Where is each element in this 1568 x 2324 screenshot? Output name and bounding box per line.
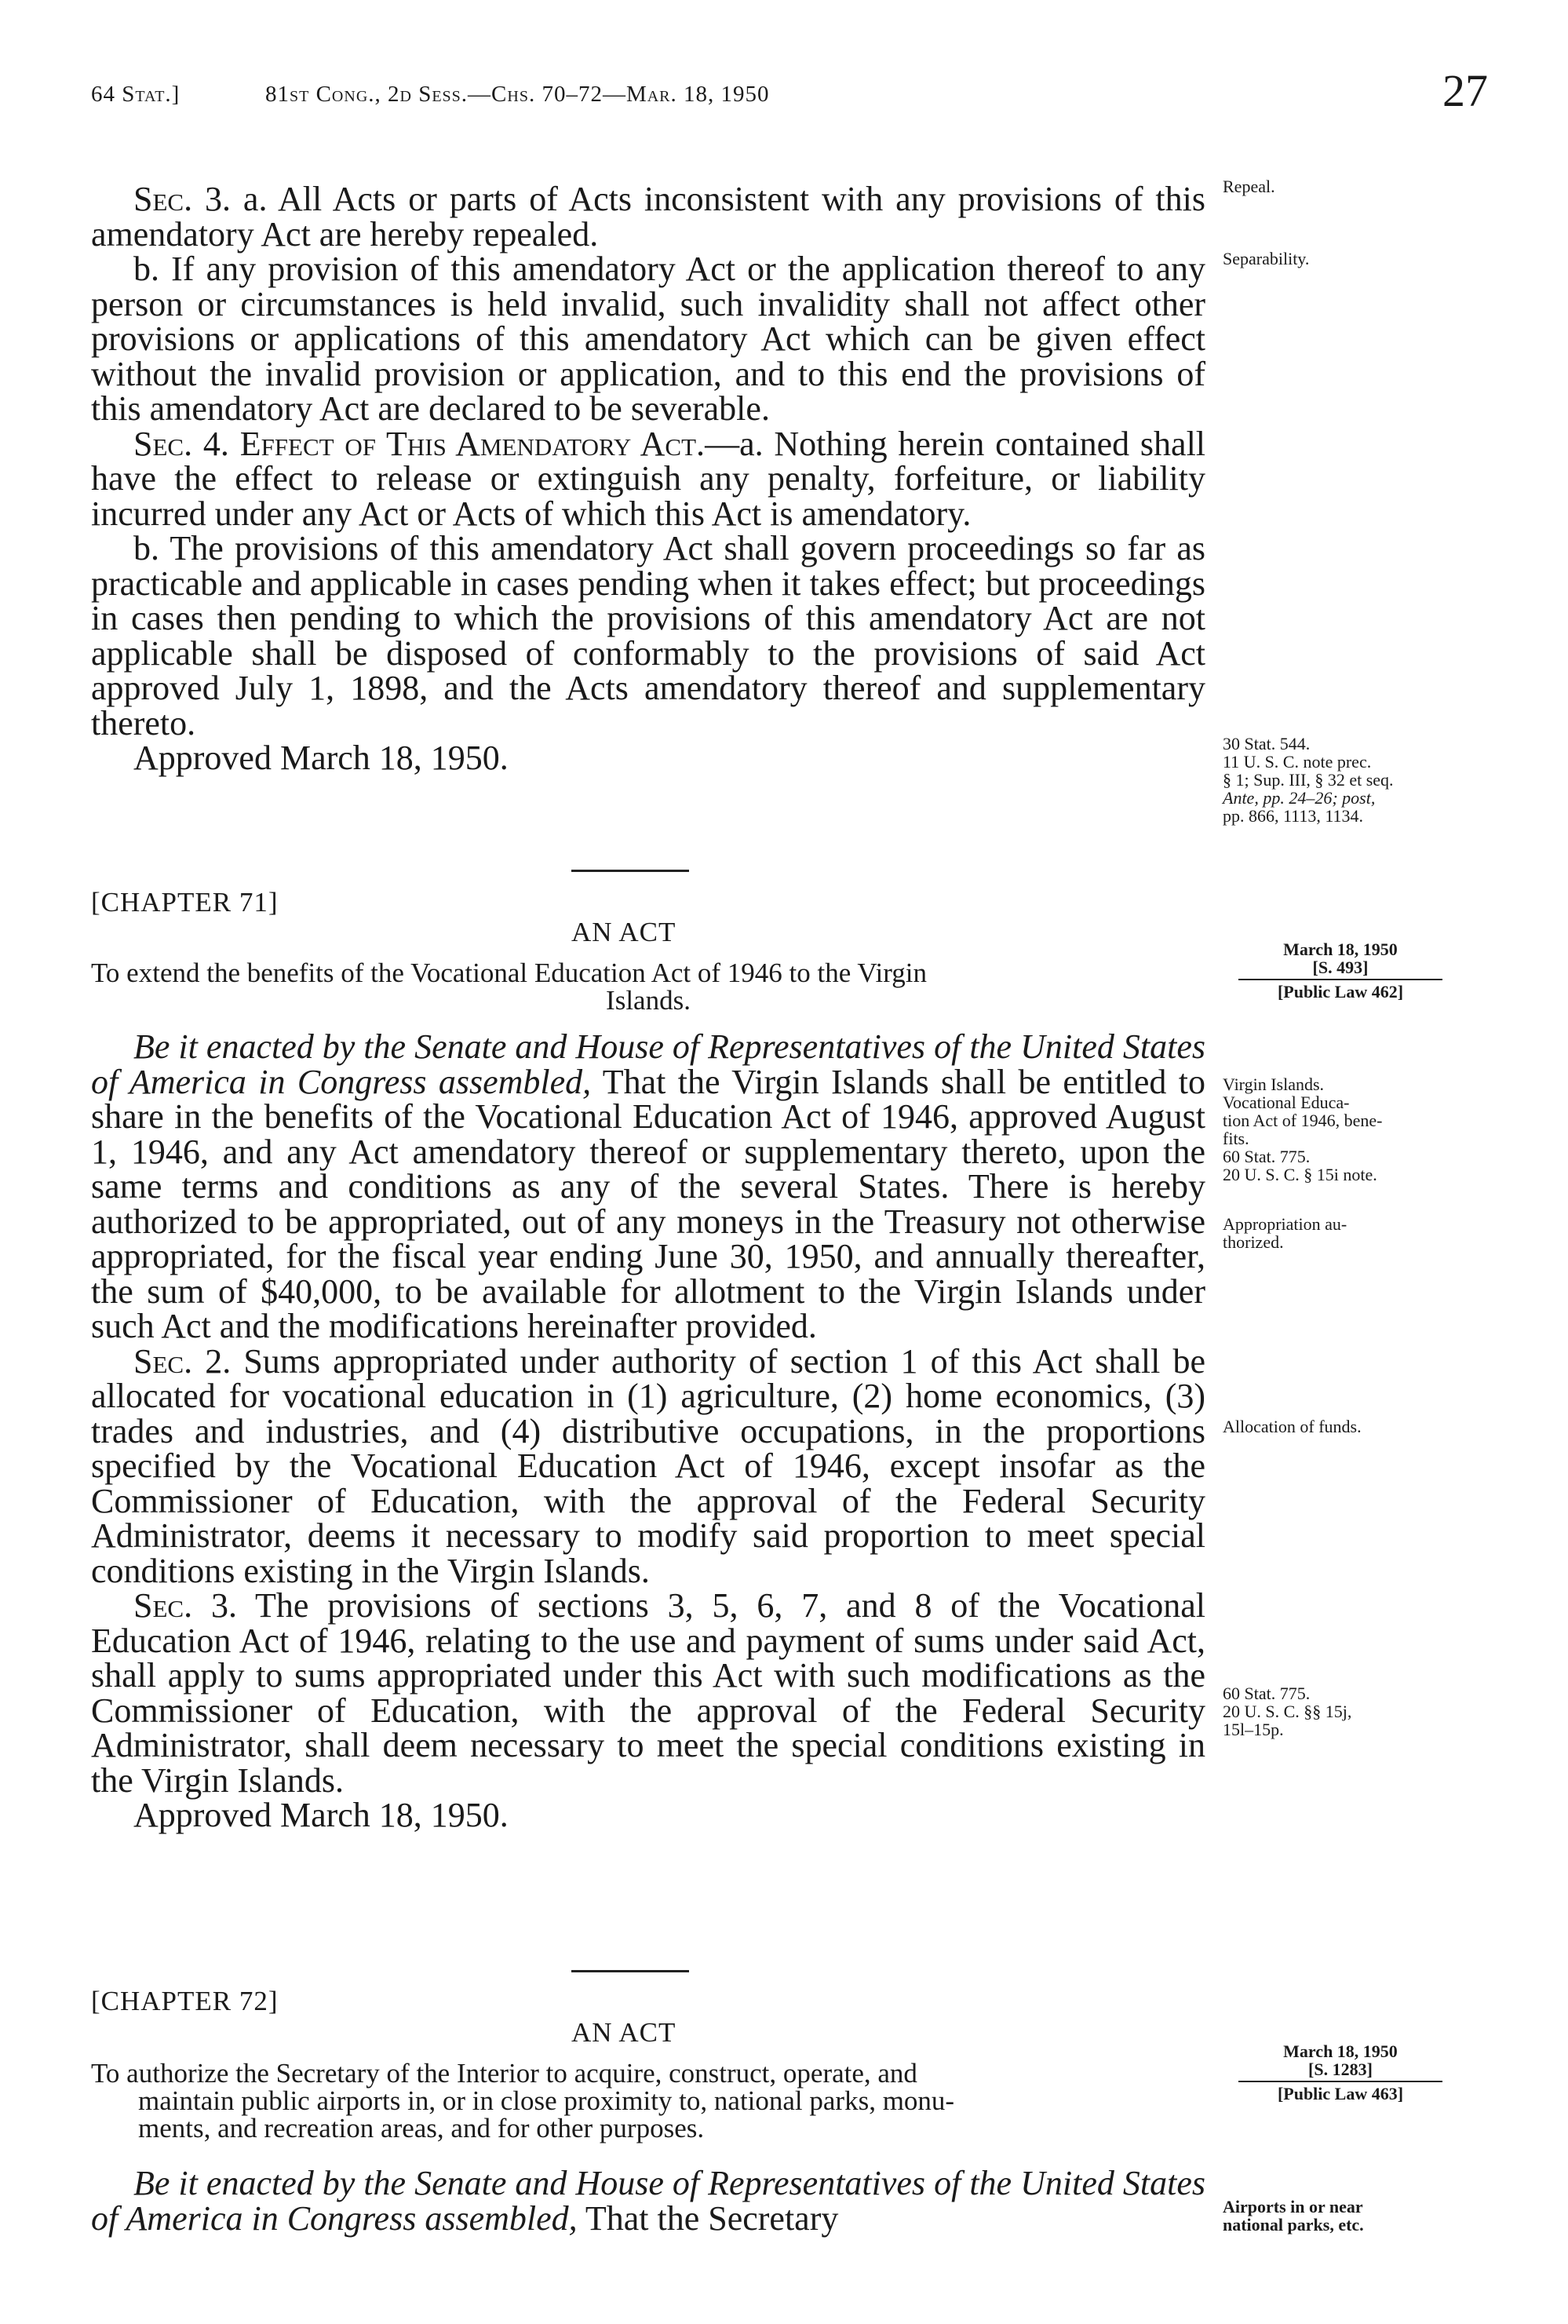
sec3-b-paragraph: b. If any provision of this amendatory Act or the application thereof to any person or circumstances is held invalid, such invalidity shall not affect other provisions or applications of this amendatory Act which can be given effect without the invalid provision or application, and to this end the provisions of this amendatory Act are declared to be severable.	[91, 250, 1205, 428]
margin-citations-ch71: 60 Stat. 775. 20 U. S. C. §§ 15j, 15l–15p.	[1223, 1684, 1352, 1739]
margin-citations-ch70: 30 Stat. 544. 11 U. S. C. note prec. § 1; Sup. III, § 32 et seq. Ante, pp. 24–26; post, pp. 866, 1113, 1134.	[1223, 734, 1394, 826]
ch72-enacting-paragraph: Be it enacted by the Senate and House of Representatives of the United States of America in Congress assembled, That the Secretary	[91, 2164, 1205, 2238]
statute-reference: 64 Stat.]	[91, 82, 181, 107]
margin-airports: Airports in or near national parks, etc.	[1223, 2197, 1364, 2235]
chapter-71-body	[91, 1027, 1206, 1834]
ch71-sec2-paragraph: Sec. 2. Sums appropriated under authority of section 1 of this Act shall be allocated for vocational education in (1) agriculture, (2) home economics, (3) trades and industries, and (4) distributive occupations, in the proportions specified by the Vocational Education Act of 1946, except insofar as the Commissioner of Education, with the approval of the Federal Security Administrator, deems it necessary to modify said proportion to meet special conditions existing in the Virgin Islands.	[91, 1341, 1206, 1590]
chapter-72-title: To authorize the Secretary of the Interior to acquire, construct, operate, and maintain public airports in, or in close proximity to, national parks, monu- ments, and recreation areas, and for other purposes.	[91, 2058, 955, 2143]
an-act-heading-71: AN ACT	[571, 917, 676, 947]
divider-rule	[571, 870, 689, 872]
approved-date-ch71: Approved March 18, 1950.	[133, 1796, 509, 1834]
chapter-71-heading: [CHAPTER 71]	[91, 887, 279, 918]
sec3-a-paragraph: Sec. 3. a. All Acts or parts of Acts inconsistent with any provisions of this amendatory Act are hereby repealed.	[91, 180, 1206, 254]
sec4-b-paragraph: b. The provisions of this amendatory Act shall govern proceedings so far as practicable and applicable in cases pending when it takes effect; but proceedings in cases then pending to which the provisions of this amendatory Act are not applicable shall be disposed of conformably to the provisions of said Act approved July 1, 1898, and the Acts amendatory thereof and supplementary thereto.	[91, 529, 1205, 742]
congress-session-line: 81st Cong., 2d Sess.—Chs. 70–72—Mar. 18, 1950	[265, 82, 770, 107]
chapter-72-heading: [CHAPTER 72]	[91, 1986, 279, 2016]
ch71-sec3-paragraph: Sec. 3. The provisions of sections 3, 5, 6, 7, and 8 of the Vocational Education Act of 1946, relating to the use and payment of sums under said Act, shall apply to sums appropriated under this Act with such modifications as the Commissioner of Education, with the approval of the Federal Security Administrator, shall deem necessary to meet the special conditions existing in the Virgin Islands.	[91, 1586, 1205, 1800]
margin-note-repeal: Repeal.	[1223, 177, 1275, 196]
margin-virgin-islands: Virgin Islands. Vocational Educa- tion Act of 1946, bene- fits. 60 Stat. 775. 20 U. S. C. § 15i note.	[1223, 1074, 1383, 1184]
sec4-a-paragraph: Sec. 4. Effect of This Amendatory Act.—a. Nothing herein contained shall have the effect to release or extinguish any penalty, forfeiture, or liability incurred under any Act or Acts of which this Act is amendatory.	[91, 424, 1206, 533]
divider-rule	[571, 1970, 689, 1972]
an-act-heading-72: AN ACT	[571, 2017, 676, 2048]
chapter-70-body	[91, 182, 1205, 776]
margin-note-separability: Separability.	[1223, 249, 1310, 268]
chapter-72-body	[91, 2166, 1205, 2236]
page-number: 27	[1442, 65, 1488, 116]
approved-date-ch70: Approved March 18, 1950.	[133, 739, 509, 777]
margin-bill-info-71: March 18, 1950 [S. 493] [Public Law 462]	[1223, 940, 1458, 1001]
ch71-sec1-paragraph: Be it enacted by the Senate and House of Representatives of the United States of America in Congress assembled, That the Virgin Islands shall be entitled to share in the benefits of the Vocational Education Act of 1946, approved August 1, 1946, and any Act amendatory thereof or supplementary thereto, upon the same terms and conditions as any of the several States. There is hereby authorized to be appropriated, out of any moneys in the Treasury not otherwise appropriated, for the fiscal year ending June 30, 1950, and annually thereafter, the sum of $40,000, to be available for allotment to the Virgin Islands under such Act and the modifications hereinafter provided.	[91, 1027, 1205, 1345]
chapter-71-title: To extend the benefits of the Vocational Education Act of 1946 to the Virgin Islands.	[91, 958, 928, 1016]
margin-appropriation: Appropriation au- thorized.	[1223, 1214, 1347, 1252]
margin-bill-info-72: March 18, 1950 [S. 1283] [Public Law 463]	[1223, 2042, 1458, 2103]
margin-allocation: Allocation of funds.	[1223, 1417, 1362, 1436]
running-header	[91, 64, 1488, 119]
